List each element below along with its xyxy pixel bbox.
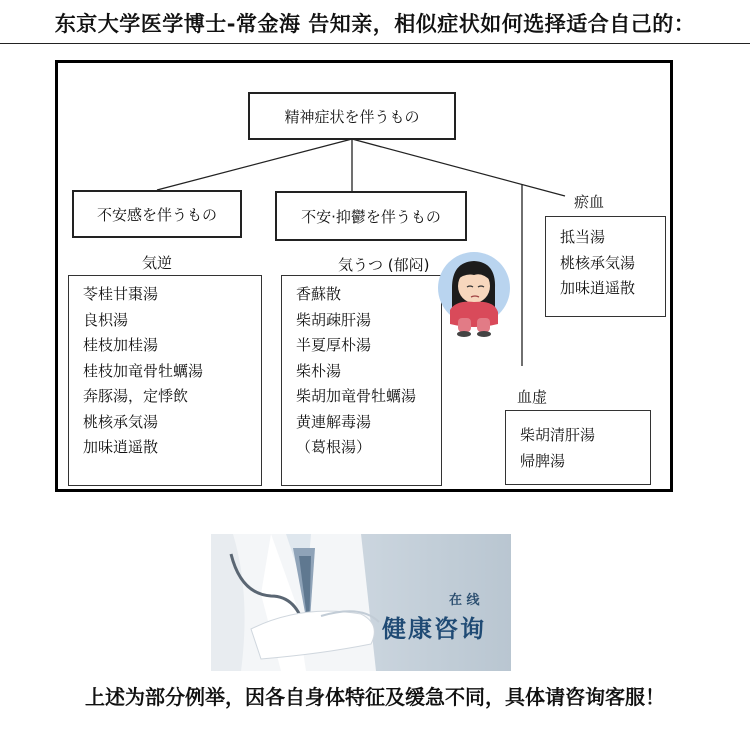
list-item: 加味逍遥散: [83, 438, 159, 456]
anxiety-node: [72, 190, 242, 238]
list-item: 香蘇散: [296, 285, 342, 303]
list-item: 柴胡清肝湯: [520, 426, 596, 444]
list-item: 桃核承気湯: [83, 412, 159, 431]
list-item: 桂枝加竜骨牡蠣湯: [83, 361, 204, 380]
banner-title: 健康咨询: [382, 615, 486, 643]
list-item: 柴朴湯: [296, 361, 342, 380]
kiutsu-label: 気うつ (郁闷): [338, 256, 430, 274]
list-item: 桂枝加桂湯: [83, 336, 159, 354]
banner-online-label: 在 线: [449, 593, 480, 608]
list-item: 苓桂甘棗湯: [83, 285, 159, 303]
kekkyo-label: 血虚: [517, 388, 548, 406]
anxiety-node-label: 不安感を伴うもの: [96, 205, 217, 224]
list-item: 半夏厚朴湯: [296, 336, 372, 354]
list-item: （葛根湯）: [296, 438, 372, 456]
list-item: 抵当湯: [560, 228, 606, 246]
page-title: 东京大学医学博士-常金海 告知亲，相似症状如何选择适合自己的：: [54, 12, 696, 36]
oketsu-label: 瘀血: [574, 193, 605, 211]
footer-note: 上述为部分例举，因各自身体特征及缓急不同，具体请咨询客服！: [85, 685, 665, 709]
list-item: 帰脾湯: [520, 451, 566, 470]
list-item: 黄連解毒湯: [296, 412, 372, 431]
kigyaku-list: [68, 275, 262, 486]
kigyaku-label: 気逆: [142, 254, 173, 272]
kiutsu-list: [281, 275, 442, 486]
kekkyo-list: [505, 410, 651, 485]
list-item: 桃核承気湯: [560, 253, 636, 272]
list-item: 奔豚湯，定悸飲: [83, 387, 189, 405]
anxiety-depression-node: [275, 191, 467, 241]
root-node-label: 精神症状を伴うもの: [284, 107, 420, 126]
list-item: 柴胡加竜骨牡蠣湯: [296, 387, 417, 405]
anxiety-depression-node-label: 不安·抑鬱を伴うもの: [301, 207, 441, 226]
list-item: 良枳湯: [83, 310, 129, 329]
list-item: 加味逍遥散: [560, 279, 636, 297]
oketsu-list: [545, 216, 666, 317]
worried-girl-illustration: [434, 248, 512, 340]
root-node: [248, 92, 456, 140]
list-item: 柴胡疎肝湯: [296, 310, 372, 329]
